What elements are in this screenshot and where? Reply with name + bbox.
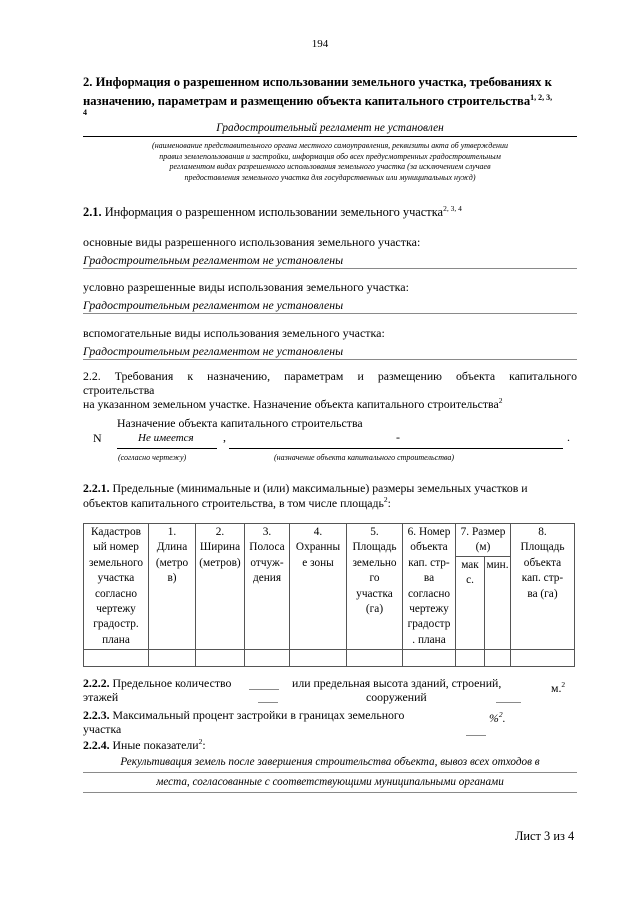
header-size-min: мин. — [485, 556, 511, 649]
purpose-value: - — [396, 430, 400, 444]
height-value-underline — [496, 702, 521, 703]
page-number: 194 — [311, 38, 329, 50]
header-width: 2. Ширина (метров) — [196, 524, 245, 650]
height-label: или предельная высота зданий, строений, — [292, 676, 502, 690]
other-indicators-text-line2: места, согласованные с соответствующими муниципальными органами — [156, 776, 504, 788]
auxiliary-use-label: вспомогательные виды использования земельного участка: — [83, 326, 385, 340]
header-cadastral-number: Кадастров ый номер земельного участка согласно чертежу градостр. плана — [84, 524, 149, 650]
other-indicators-text-line1: Рекультивация земель после завершения строительства объекта, вывоз всех отходов в — [120, 756, 540, 768]
section-title-line1: 2. Информация о разрешенном использовании земельного участка, требованиях к — [83, 75, 552, 89]
auxiliary-use-value: Градостроительным регламентом не установлены — [83, 344, 344, 358]
other-indicators-underline-2 — [83, 792, 577, 793]
header-size-max: мак с. — [456, 556, 485, 649]
requirements-line3-note: 2 — [498, 396, 503, 406]
other-indicators-underline-1 — [83, 772, 577, 773]
coverage-underline — [466, 735, 486, 736]
regulation-caption-line: правил землепользования и застройки, информация обо всех предусмотренных градостроительным — [159, 151, 501, 161]
sheet-label: Лист 3 из 4 — [515, 829, 575, 843]
plot-sizes-text-line1: Предельные (минимальные и (или) максимальные) размеры земельных участков и — [109, 481, 528, 495]
scheme-caption: (согласно чертежу) — [118, 453, 187, 462]
header-plot-area: 5. Площадь земельно го участка (га) — [347, 524, 403, 650]
section-title — [83, 75, 577, 117]
coverage-value: %$^2$. — [489, 710, 506, 725]
main-use-underline — [83, 268, 577, 269]
permitted-use-heading-notes: 2, 3, 4 — [443, 203, 462, 213]
floors-value-underline — [249, 689, 279, 690]
plot-sizes-note: 2 — [383, 495, 388, 505]
permitted-use-number: 2.1. — [83, 205, 102, 219]
purpose-caption: (назначение объекта капитального строительства) — [274, 453, 455, 462]
section-title-notes-continued: 4 — [83, 108, 87, 118]
plot-sizes-text-line2: объектов капитального строительства, в том числе площадь — [83, 496, 384, 510]
scheme-number-value: Не имеется — [138, 432, 194, 444]
requirements-heading — [83, 369, 577, 411]
conditional-use-underline — [83, 313, 577, 314]
conditional-use-value: Градостроительным регламентом не установлены — [83, 298, 344, 312]
header-object-area: 8. Площадь объекта кап. стр- ва (га) — [511, 524, 575, 650]
requirements-line2: строительства — [83, 383, 155, 397]
main-use-value: Градостроительным регламентом не установлены — [83, 253, 344, 267]
section-title-line2: назначению, параметрам и размещению объекта капитального строительства — [83, 94, 531, 109]
coverage-label-continued: участка — [83, 722, 122, 736]
coverage-label: 2.2.3. Максимальный процент застройки в границах земельного — [83, 708, 405, 722]
header-alienation-strip: 3. Полоса отчуж- дения — [245, 524, 290, 650]
separator-period: . — [567, 430, 570, 444]
permitted-use-heading-text: Информация о разрешенном использовании земельного участка — [101, 205, 444, 219]
main-use-label: основные виды разрешенного использования земельного участка: — [83, 235, 421, 249]
other-indicators-label: 2.2.4. Иные показатели$^2$: — [83, 737, 206, 752]
plot-sizes-end: : — [387, 496, 391, 510]
floors-count-underline — [258, 702, 278, 703]
plot-parameters-table — [83, 523, 575, 667]
requirements-line1: 2.2. Требования к назначению, параметрам и размещению объекта капитального — [83, 369, 577, 383]
floors-label-continued: этажей — [83, 690, 119, 704]
section-title-notes: 1, 2, 3, — [530, 93, 553, 102]
header-protection-zones: 4. Охранны е зоны — [290, 524, 347, 650]
height-label-continued: сооружений — [366, 690, 427, 704]
auxiliary-use-underline — [83, 359, 577, 360]
floors-label: 2.2.2. Предельное количество — [83, 676, 232, 690]
requirements-line3: на указанном земельном участке. Назначение объекта капитального строительства — [83, 397, 499, 411]
regulation-caption-line: (наименование представительного органа местного самоуправления, реквизиты акта об утверждении — [152, 141, 508, 150]
header-object-number: 6. Номер объекта кап. стр- ва согласно чертежу градостр . плана — [403, 524, 456, 650]
number-label: N — [93, 431, 102, 445]
regulation-caption — [90, 141, 570, 183]
conditional-use-label: условно разрешенные виды использования земельного участка: — [83, 280, 409, 294]
regulation-caption-line: регламентом видах разрешенного использования земельного участка (за исключением случаев — [169, 162, 491, 172]
regulation-title: Градостроительный регламент не установлен — [216, 122, 444, 134]
header-size: 7. Размер (м) — [456, 524, 511, 557]
table-header-row — [84, 524, 575, 557]
scheme-number-underline — [117, 448, 217, 449]
height-unit: м.$^2$ — [551, 680, 566, 695]
purpose-heading: Назначение объекта капитального строительства — [117, 416, 363, 430]
plot-sizes-number: 2.2.1. — [83, 481, 110, 495]
purpose-underline — [229, 448, 563, 449]
regulation-caption-line: предоставления земельного участка для государственных или муниципальных нужд) — [184, 172, 476, 182]
permitted-use-heading — [83, 205, 462, 220]
plot-sizes-heading — [83, 481, 577, 511]
header-length: 1. Длина (метро в) — [149, 524, 196, 650]
table-row — [84, 650, 575, 667]
separator-comma: , — [223, 430, 226, 444]
regulation-underline — [83, 136, 577, 137]
